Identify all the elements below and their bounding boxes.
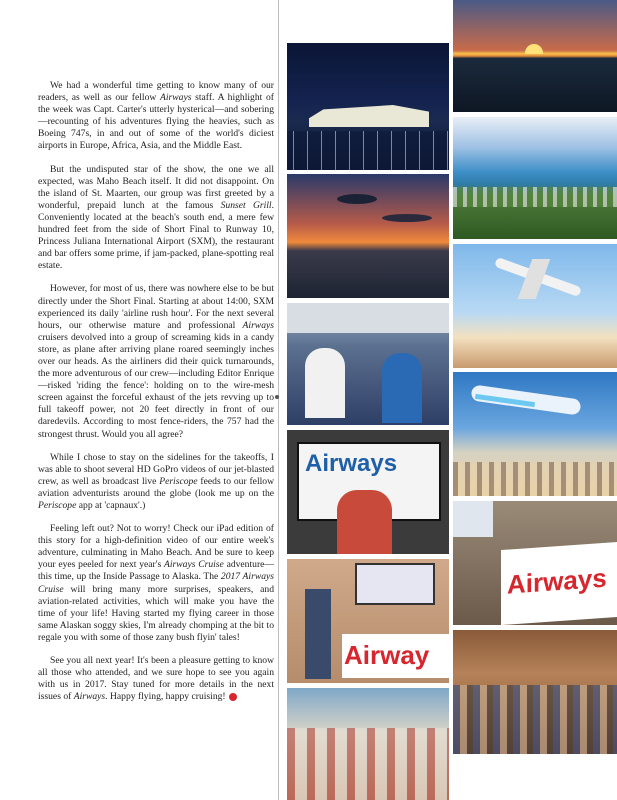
photo-bus-group — [287, 303, 449, 425]
paragraph-1: We had a wonderful time getting to know many of our readers, as well as our fellow Airways staff. A highlight of the week was Capt. Carter's utterly hysterical—and sobering—recounting of his adventures flying the heavies, such as Boeing 747s, in and out of some of the world's diciest airports in Europe, Africa, Asia, and the Middle East. — [38, 80, 274, 152]
photo-sunset-horizon — [453, 0, 617, 112]
sign-airways-1: Airways — [305, 450, 398, 477]
sign-airways-3: Airway — [344, 640, 430, 670]
divider-dot — [275, 395, 279, 399]
sign-airways-2: Airways — [507, 562, 607, 600]
photo-sunset-sea — [287, 174, 449, 298]
paragraph-2: But the undisputed star of the show, the one we all expected, was Maho Beach itself. It did not disappoint. On the island of St. Maarten, our group was first greeted by a wonderful, prepaid lunch at the famous Sunset Grill. Conveniently located at the beach's south end, a mere few hundred feet from the side of Short Final to Runway 10, Princess Juliana International Airport (SXM), the restaurant and bar offers some prime, if jam-packed, plane-spotting real estate. — [38, 163, 275, 272]
photo-audience-hands — [453, 630, 617, 754]
paragraph-6: See you all next year! It's been a pleasure getting to know all those who attended, and we sure hope to see you again with us in 2017. Stay tuned for more details in the next issues of Airways. Happy flying, happy cruising! — [38, 655, 274, 703]
end-mark-icon — [229, 693, 237, 701]
column-divider — [278, 0, 279, 800]
photo-cruise-ship-night — [287, 43, 449, 170]
photo-presenter-banner — [287, 559, 449, 683]
paragraph-5: Feeling left out? Not to worry! Check our iPad edition of this story for a high-definition video of our entire week's adventure, culminating in Maho Beach. And be sure to keep your eyes peeled for next year's Airways Cruise adventure—this time, up the Inside Passage to Alaska. The 2017 Airways Cruise will bring many more surprises, speakers, and aviation-related activities, which will make you have the time of your life! Having started my flying career in those same Alaskan soggy skies, I'm already chomping at the bit to regale you with some of those zany bush flyin' tales! — [38, 523, 275, 643]
article-text — [38, 80, 274, 714]
photo-dining-hall — [287, 688, 449, 800]
paragraph-4: While I chose to stay on the sidelines for the takeoffs, I was able to shoot several HD GoPro videos of our jet-blasted crew, as well as broadcast live Periscope feeds to our fellow aviation adventurists around the globe (look me up on the Periscope app at 'capnaux'.) — [38, 451, 274, 511]
photo-speaker-screen — [287, 430, 449, 554]
photo-harbor-view — [453, 117, 617, 239]
photo-banner-stage — [453, 501, 617, 625]
photo-plane-over-beach — [453, 244, 617, 368]
photo-tui-plane-beach — [453, 372, 617, 496]
paragraph-3: However, for most of us, there was nowhere else to be but directly under the Short Final. Starting at about 14:00, SXM experienced its daily 'airline rush hour'. For the next several hours, our otherwise mature and professional Airways cruisers devolved into a group of screaming kids in a candy store, as plane after arriving plane roared seemingly inches over our heads. As the airliners did their quick turnarounds, the more adventurous of our crew—including Editor Enrique—risked 'riding the fence': holding on to the wire-mesh screen against the forceful exhaust of the jets revving up to full takeoff power, not 20 feet directly in front of our daredevils. According to most fence-riders, the 757 had the strongest thrust. Would you all agree? — [38, 283, 274, 440]
